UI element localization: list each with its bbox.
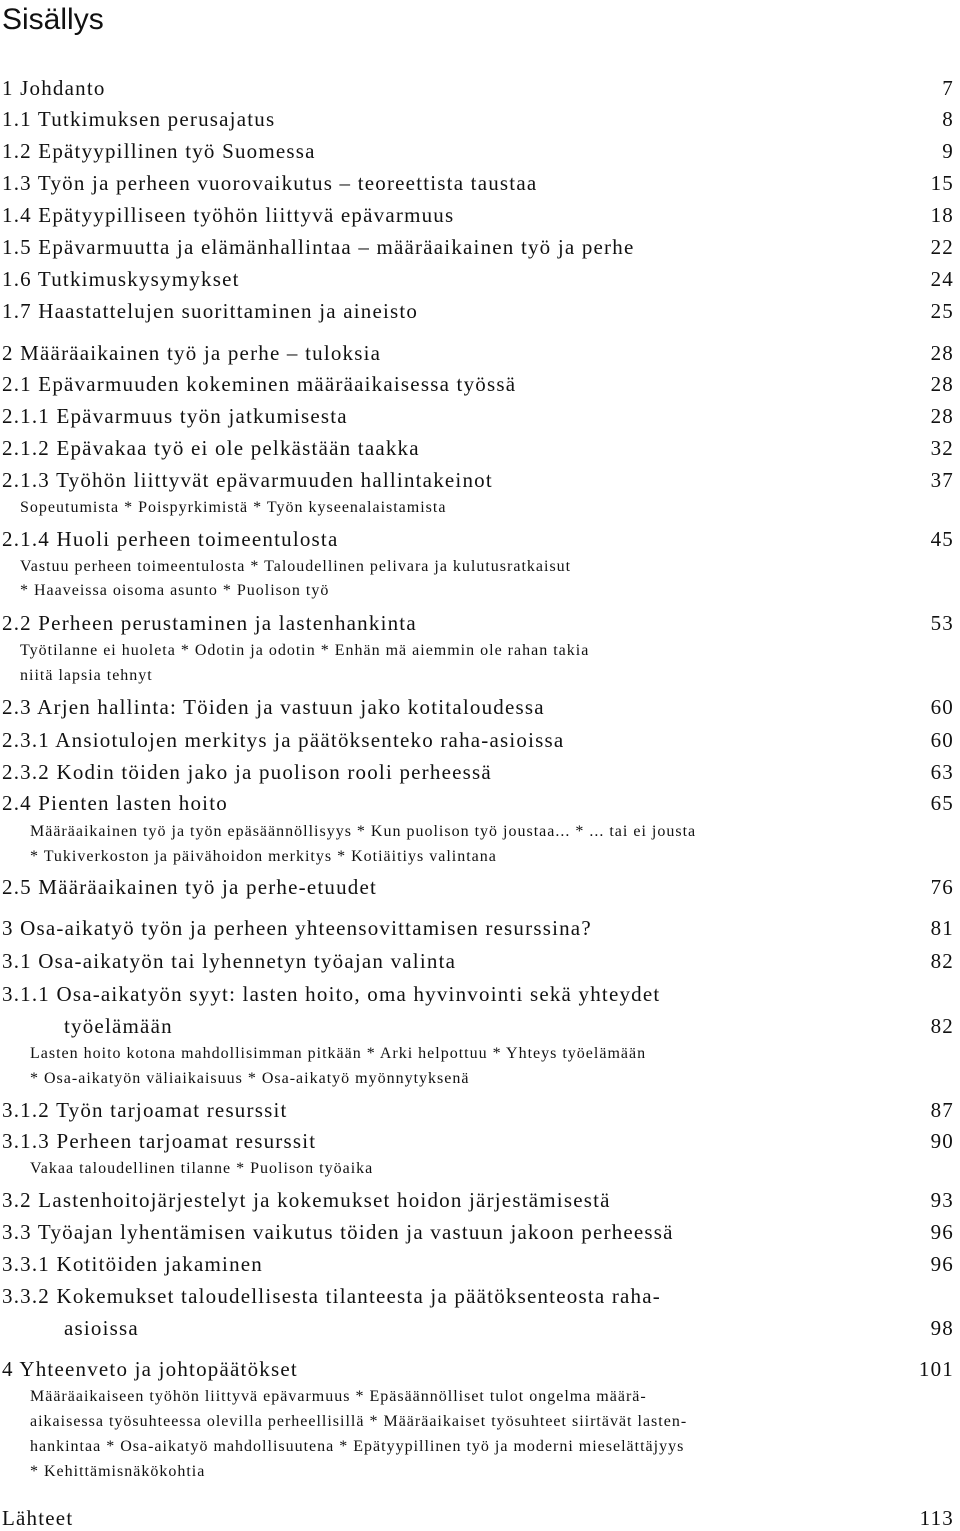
entry-page: 18 [930,203,954,227]
entry-title: 2.5 Määräaikainen työ ja perhe-etuudet [2,875,378,899]
subtopic-line: Määräaikaiseen työhön liittyvä epävarmuus * Epäsäännölliset tulot ongelma määrä- [30,1388,647,1405]
entry-page: 53 [930,611,954,635]
entry-title: 3.1 Osa-aikatyön tai lyhennetyn työajan valinta [2,949,457,973]
entry-page: 98 [930,1316,954,1340]
entry-page: 76 [930,875,954,899]
entry-title: 2.1.3 Työhön liittyvät epävarmuuden hallintakeinot [2,468,493,492]
entry-title: 2.4 Pienten lasten hoito [2,791,228,815]
entry-title: 3.3.1 Kotitöiden jakaminen [2,1252,263,1276]
subtopic-line: niitä lapsia tehnyt [20,667,153,684]
subtopic-line: * Tukiverkoston ja päivähoidon merkitys * Kotiäitiys valintana [30,848,497,865]
entry-title: 2 Määräaikainen työ ja perhe – tuloksia [2,341,382,365]
entry-page: 60 [930,728,954,752]
entry-page: 7 [942,76,954,100]
entry-page: 113 [919,1506,954,1530]
entry-title: 1.6 Tutkimuskysymykset [2,267,240,291]
entry-title: 1.2 Epätyypillinen työ Suomessa [2,139,316,163]
entry-page: 82 [930,949,954,973]
entry-title: 4 Yhteenveto ja johtopäätökset [2,1357,298,1381]
entry-title: 3.2 Lastenhoitojärjestelyt ja kokemukset hoidon järjestämisestä [2,1188,611,1212]
entry-title: 3.1.2 Työn tarjoamat resurssit [2,1098,288,1122]
entry-title: 1.1 Tutkimuksen perusajatus [2,107,276,131]
entry-page: 32 [930,436,954,460]
entry-title: 2.3.2 Kodin töiden jako ja puolison rooli perheessä [2,760,492,784]
entry-page: 87 [930,1098,954,1122]
entry-title: 2.1 Epävarmuuden kokeminen määräaikaisessa työssä [2,372,517,396]
entry-page: 9 [942,139,954,163]
subtopic-line: * Haaveissa oisoma asunto * Puolison työ [20,582,330,599]
entry-page: 101 [918,1357,954,1381]
entry-page: 96 [930,1220,954,1244]
entry-page: 28 [930,372,954,396]
subtopic-line: * Osa-aikatyön väliaikaisuus * Osa-aikatyö myönnytyksenä [30,1070,470,1087]
entry-title: 3.3.2 Kokemukset taloudellisesta tilanteesta ja päätöksenteosta raha- [2,1284,661,1308]
entry-title: 2.1.2 Epävakaa työ ei ole pelkästään taakka [2,436,420,460]
entry-title: 3.1.1 Osa-aikatyön syyt: lasten hoito, oma hyvinvointi sekä yhteydet [2,982,661,1006]
entry-page: 90 [930,1129,954,1153]
subtopic-line: aikaisessa työsuhteessa olevilla perheellisillä * Määräaikaiset työsuhteet siirtävät lasten- [30,1413,688,1430]
subtopic-line: Määräaikainen työ ja työn epäsäännöllisyys * Kun puolison työ joustaa... * ... tai ei jousta [30,823,697,840]
entry-page: 15 [930,171,954,195]
entry-page: 28 [930,404,954,428]
entry-page: 93 [930,1188,954,1212]
entry-title: 1.5 Epävarmuutta ja elämänhallintaa – määräaikainen työ ja perhe [2,235,635,259]
entry-page: 63 [930,760,954,784]
entry-title: 1.3 Työn ja perheen vuorovaikutus – teoreettista taustaa [2,171,538,195]
entry-page: 25 [930,299,954,323]
entry-page: 8 [942,107,954,131]
entry-title: 2.2 Perheen perustaminen ja lastenhankinta [2,611,417,635]
subtopic-line: Lasten hoito kotona mahdollisimman pitkään * Arki helpottuu * Yhteys työelämään [30,1045,647,1062]
entry-page: 96 [930,1252,954,1276]
entry-page: 45 [930,527,954,551]
subtopic-line: hankintaa * Osa-aikatyö mahdollisuutena * Epätyypillinen työ ja moderni mieselättäjyys [30,1438,685,1455]
subtopic-line: Vakaa taloudellinen tilanne * Puolison työaika [30,1160,374,1177]
entry-page: 65 [930,791,954,815]
page-title: Sisällys [2,3,104,36]
entry-title: 3.1.3 Perheen tarjoamat resurssit [2,1129,317,1153]
entry-title: 2.3.1 Ansiotulojen merkitys ja päätöksenteko raha-asioissa [2,728,565,752]
entry-page: 37 [930,468,954,492]
entry-title: 3.3 Työajan lyhentämisen vaikutus töiden ja vastuun jakoon perheessä [2,1220,674,1244]
entry-title: 2.3 Arjen hallinta: Töiden ja vastuun jako kotitaloudessa [2,695,545,719]
entry-page: 81 [930,916,954,940]
entry-page: 60 [930,695,954,719]
entry-page: 24 [930,267,954,291]
subtopic-line: * Kehittämisnäkökohtia [30,1463,206,1480]
entry-page: 22 [930,235,954,259]
entry-page: 28 [930,341,954,365]
entry-title: 2.1.4 Huoli perheen toimeentulosta [2,527,339,551]
entry-title: asioissa [64,1316,139,1340]
entry-title: 1 Johdanto [2,76,106,100]
entry-title: 1.4 Epätyypilliseen työhön liittyvä epävarmuus [2,203,455,227]
entry-page: 82 [930,1014,954,1038]
entry-title: 3 Osa-aikatyö työn ja perheen yhteensovittamisen resurssina? [2,916,592,940]
entry-title: 2.1.1 Epävarmuus työn jatkumisesta [2,404,348,428]
subtopic-line: Vastuu perheen toimeentulosta * Taloudellinen pelivara ja kulutusratkaisut [20,558,572,575]
subtopic-line: Sopeutumista * Poispyrkimistä * Työn kyseenalaistamista [20,499,447,516]
subtopic-line: Työtilanne ei huoleta * Odotin ja odotin * Enhän mä aiemmin ole rahan takia [20,642,590,659]
entry-title: työelämään [64,1014,173,1038]
entry-title: Lähteet [2,1506,74,1530]
entry-title: 1.7 Haastattelujen suorittaminen ja aineisto [2,299,419,323]
